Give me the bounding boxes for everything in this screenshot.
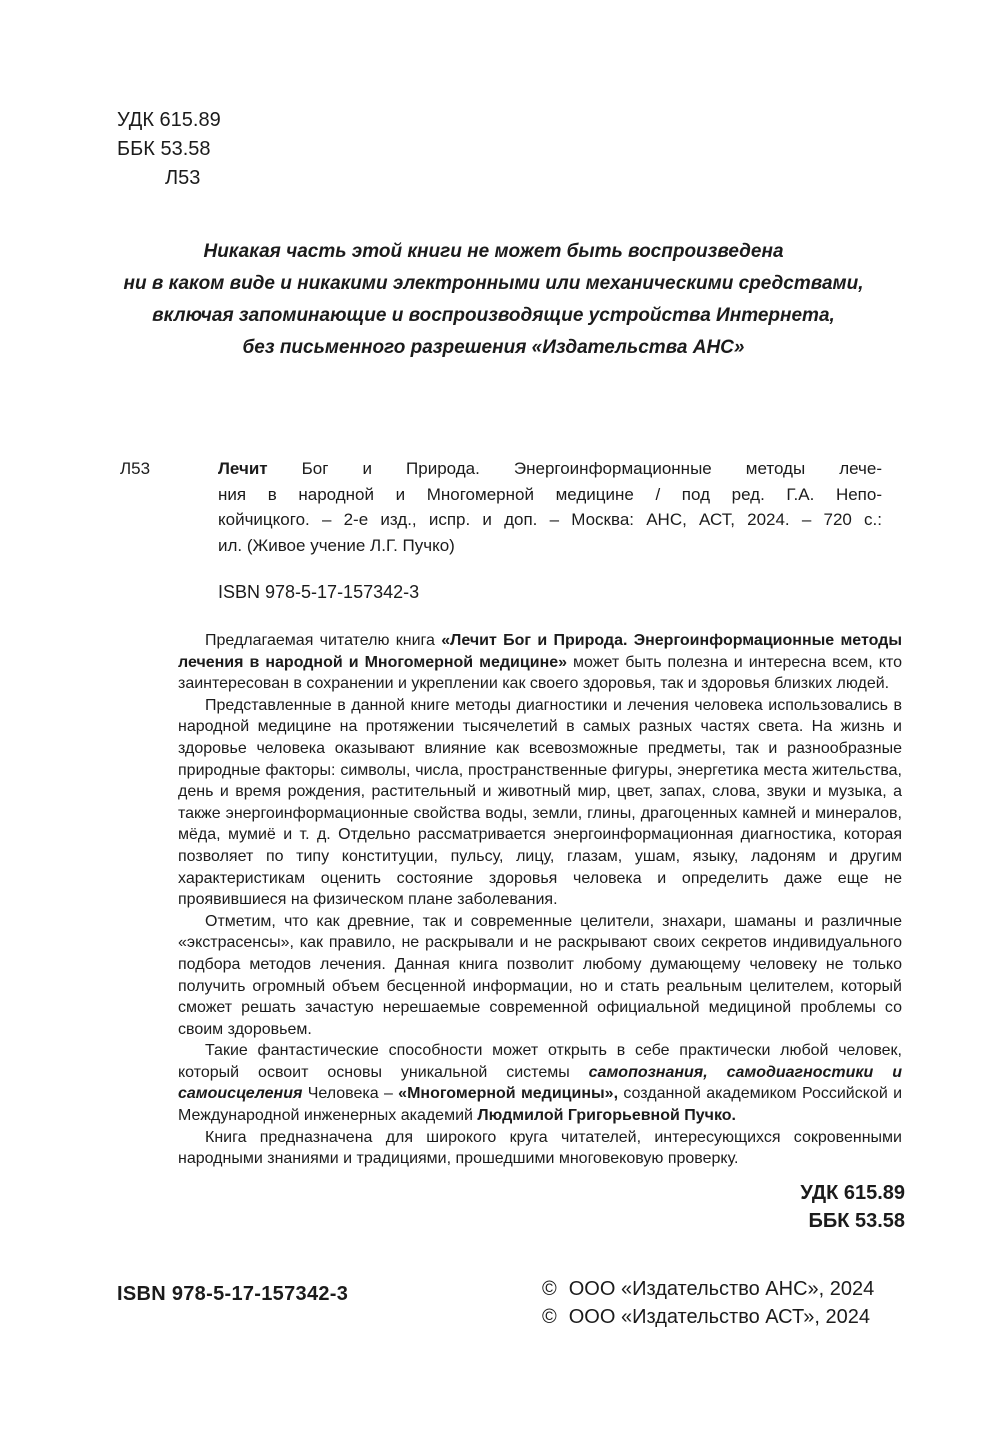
- bottom-classification-codes: [800, 1179, 905, 1235]
- copyright-lines: [542, 1275, 874, 1331]
- p1-text-end: может быть полезна и интересна всем, кто заинтересован в сохранении и укреплении как своего здоровья, так и здоровья близких людей.: [178, 653, 903, 693]
- entry-line-1-rest: Бог и Природа. Энергоинформационные методы лече-: [267, 459, 882, 478]
- copyright-text-ans: ООО «Издательство АНС», 2024: [568, 1278, 875, 1300]
- bibliographic-description: [218, 456, 882, 558]
- isbn-number-footer: ISBN 978-5-17-157342-3: [117, 1283, 349, 1305]
- notice-line-1: Никакая часть этой книги не может быть воспроизведена: [203, 241, 784, 262]
- entry-title-bold: Лечит: [218, 459, 268, 478]
- entry-line-4: ил. (Живое учение Л.Г. Пучко): [218, 535, 455, 555]
- copyright-text-ast: ООО «Издательство АСТ», 2024: [568, 1306, 871, 1328]
- p1-book-title-bold: «Лечит Бог и Природа. Энергоинформационные методы лечения в народной и Многомерной медицине»: [178, 632, 902, 671]
- p4-text-2: Человека –: [302, 1085, 399, 1103]
- p1-text: Предлагаемая читателю книга: [205, 632, 442, 649]
- copyright-symbol: ©: [542, 1306, 557, 1328]
- top-classification-codes: [117, 106, 221, 193]
- notice-line-3: включая запоминающие и воспроизводящие устройства Интернета,: [152, 305, 835, 326]
- catalog-entry-code: Л53: [120, 459, 151, 478]
- annotation-paragraph-1: [178, 630, 902, 695]
- notice-line-4: без письменного разрешения «Издательства АНС»: [242, 337, 745, 358]
- annotation-paragraph-5: Книга предназначена для широкого круга читателей, интересующихся сокровенными народными знаниями и традициями, прошедшими многовековую проверку.: [178, 1128, 902, 1168]
- copyright-restriction-notice: [0, 236, 987, 364]
- entry-line-2: ния в народной и Многомерной медицине / под ред. Г.А. Непо-: [218, 484, 882, 504]
- author-sign-code: Л53: [165, 167, 201, 189]
- entry-line-3: койчицкого. – 2-е изд., испр. и доп. – Москва: АНС, АСТ, 2024. – 720 с.:: [218, 510, 882, 529]
- p4-text: Такие фантастические способности может открыть в себе практически любой человек, который освоит основы уникальной системы: [178, 1042, 902, 1081]
- udk-code-bottom: УДК 615.89: [800, 1182, 905, 1204]
- p4-system-bold-italic: самопознания, самодиагностики и самоисцеления: [178, 1063, 903, 1103]
- annotation-block: [178, 630, 902, 1170]
- isbn-number: ISBN 978-5-17-157342-3: [218, 582, 420, 602]
- copyright-line-ast: [542, 1303, 874, 1331]
- bbk-code: ББК 53.58: [117, 138, 211, 160]
- copyright-symbol: ©: [542, 1278, 557, 1300]
- bbk-code-bottom: ББК 53.58: [808, 1210, 905, 1232]
- p4-medicine-bold: «Многомерной медицины»,: [398, 1085, 619, 1103]
- udk-code: УДК 615.89: [117, 109, 221, 131]
- annotation-paragraph-3: Отметим, что как древние, так и современные целители, знахари, шаманы и различные «экстрасенсы», как правило, не раскрывали и не раскрывают своих секретов индивидуального подбора методов лечения. Данная книга позволит любому думающему человеку не только получить огромный объем бесценной информации, но и стать реальным целителем, который сможет решать зачастую нерешаемые современной официальной медициной проблемы со своим здоровьем.: [178, 912, 902, 1038]
- catalog-entry: [120, 456, 882, 606]
- p4-text-3: созданной академиком Российской и Международной инженерных академий: [178, 1085, 903, 1125]
- notice-line-2: ни в каком виде и никакими электронными или механическими средствами,: [123, 273, 864, 294]
- entry-line-1: [218, 456, 882, 482]
- p4-author-bold: Людмилой Григорьевной Пучко.: [477, 1107, 736, 1125]
- copyright-line-ans: [542, 1275, 874, 1303]
- annotation-paragraph-2: Представленные в данной книге методы диагностики и лечения человека использовались в народной медицине на протяжении тысячелетий в самых разных частях света. На жизнь и здоровье человека оказывают влияние как всевозможные предметы, так и разнообразные природные факторы: символы, числа, пространственные фигуры, энергетика места жительства, день и время рождения, растительный и животный мир, цвет, запах, слова, звуки и музыка, а также энергоинформационные свойства воды, земли, глины, драгоценных камней и минералов, мёда, мумиё и т. д. Отдельно рассматривается энергоинформационная диагностика, которая позволяет по типу конституции, пульсу, лицу, глазам, ушам, языку, ладоням и другим характеристикам оценить состояние здоровья человека и определить даже еще не проявившиеся на физическом плане заболевания.: [178, 696, 902, 909]
- annotation-paragraph-4: [178, 1040, 902, 1126]
